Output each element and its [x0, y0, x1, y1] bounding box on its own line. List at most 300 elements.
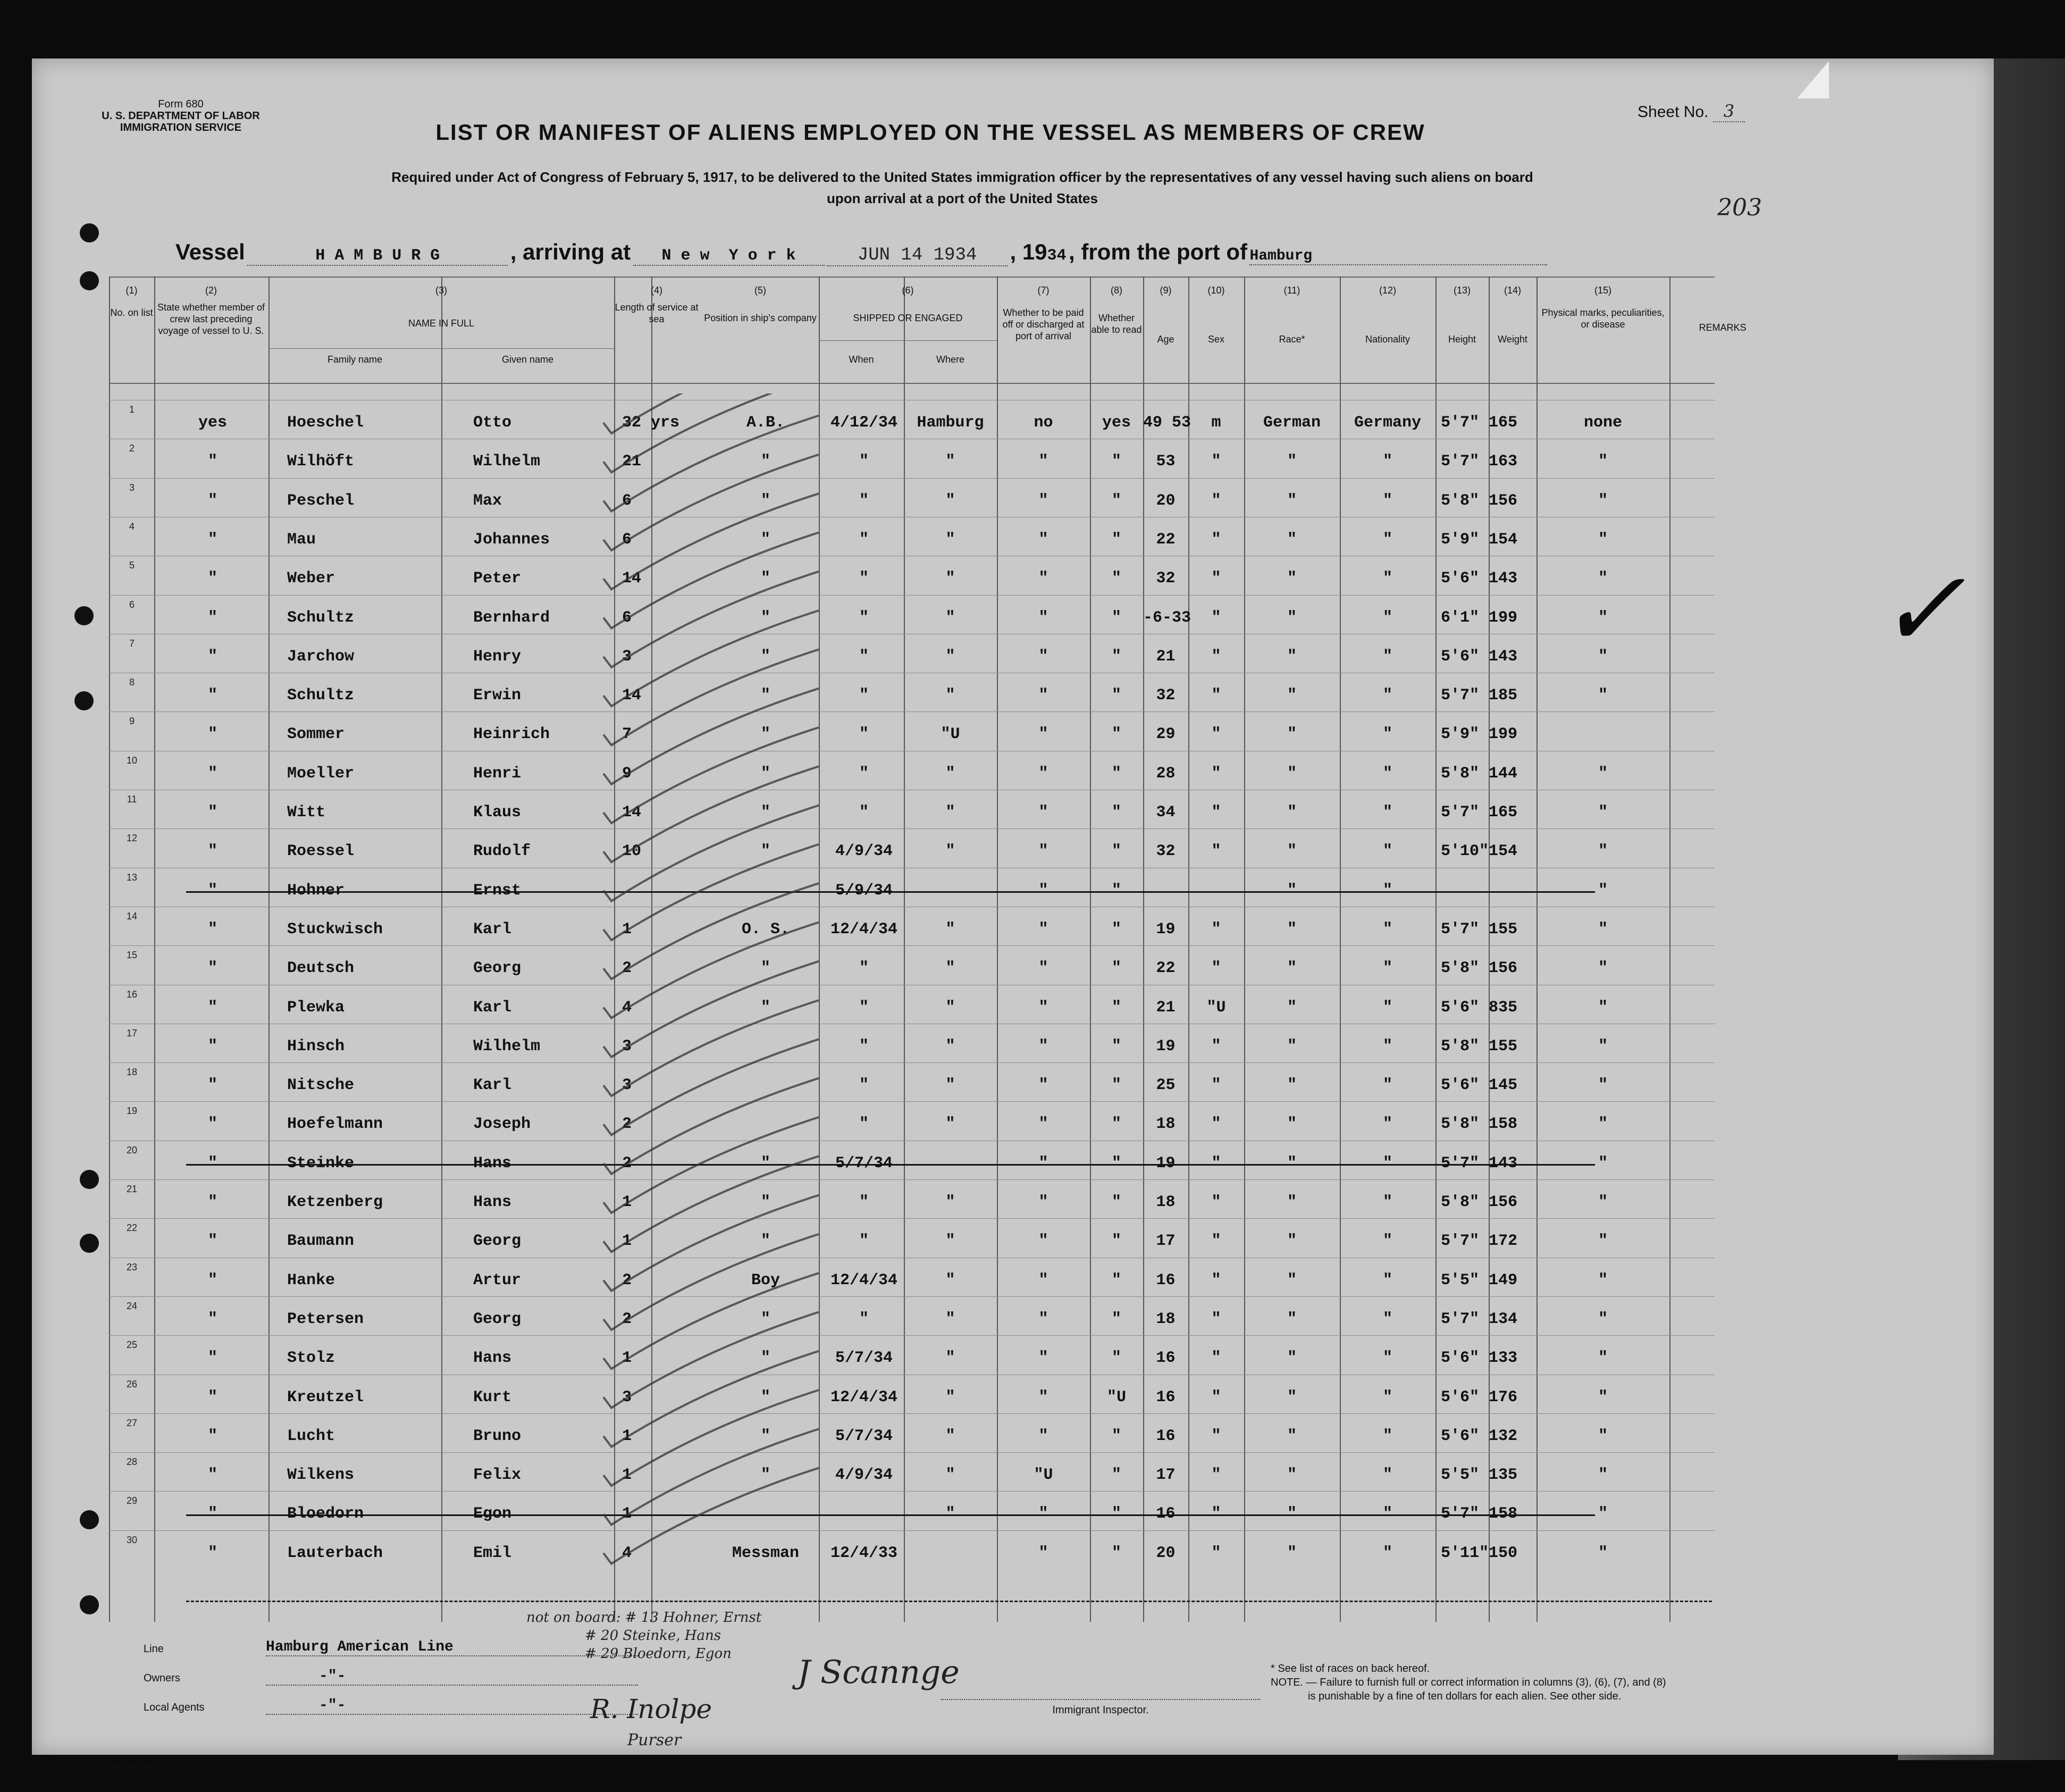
cell-marks: ": [1598, 1271, 1608, 1289]
cell-prev: ": [207, 1271, 217, 1289]
cell-race: ": [1287, 725, 1297, 744]
cell-paid: ": [1038, 1427, 1048, 1445]
cell-svc: 1: [622, 1466, 632, 1485]
cell-marks: ": [1598, 803, 1608, 822]
cell-paid: ": [1038, 1271, 1048, 1289]
row-number: 23: [126, 1261, 138, 1272]
where-header: Where: [936, 354, 964, 365]
col-9-header: [1143, 284, 1188, 345]
cell-age: 32: [1156, 842, 1176, 861]
row-number: 9: [129, 716, 135, 727]
cell-prev: ": [207, 725, 217, 744]
cell-paid: ": [1038, 647, 1048, 666]
cell-read: ": [1111, 725, 1121, 744]
cell-sex: ": [1211, 1505, 1221, 1523]
cell-given: Henry: [473, 647, 522, 666]
cell-race: ": [1287, 647, 1297, 666]
cell-wt: 145: [1489, 1076, 1518, 1095]
cell-given: Bernhard: [473, 608, 550, 627]
cell-where: ": [945, 647, 955, 666]
cell-race: ": [1287, 881, 1297, 900]
cell-nat: ": [1382, 803, 1392, 822]
cell-sex: ": [1211, 1349, 1221, 1368]
cell-sex: ": [1211, 842, 1221, 861]
cell-where: ": [945, 1310, 955, 1328]
cell-prev: ": [207, 608, 217, 627]
cell-marks: ": [1598, 453, 1608, 471]
cell-ht: 6'1": [1441, 608, 1480, 627]
cell-prev: yes: [198, 414, 227, 432]
cell-prev: ": [207, 570, 217, 588]
cell-nat: ": [1382, 920, 1392, 939]
cell-paid: ": [1038, 1154, 1048, 1173]
from-port-label: , from the port of: [1069, 239, 1247, 264]
cell-when: ": [859, 570, 869, 588]
purser-label: Purser: [627, 1731, 682, 1749]
pencil-check-marks: [595, 393, 861, 1579]
cell-read: ": [1111, 1154, 1121, 1173]
cell-given: Karl: [473, 1076, 512, 1095]
cell-age: 20: [1156, 491, 1176, 510]
cell-fam: Ketzenberg: [287, 1193, 383, 1211]
form-number: Form 680: [158, 98, 204, 110]
cell-age: 16: [1156, 1349, 1176, 1368]
col-8-header: [1090, 284, 1143, 336]
cell-nat: ": [1382, 647, 1392, 666]
cell-marks: ": [1598, 570, 1608, 588]
cell-age: 17: [1156, 1466, 1176, 1485]
cell-race: ": [1287, 1505, 1297, 1523]
cell-read: "U: [1106, 1388, 1126, 1406]
cell-read: ": [1111, 530, 1121, 549]
table-bottom-rule: [186, 1601, 1712, 1602]
table-top-border: [109, 277, 1715, 278]
vessel-label: Vessel: [175, 239, 245, 264]
cell-when: ": [859, 959, 869, 978]
cell-race: ": [1287, 1388, 1297, 1406]
cell-when: ": [859, 1115, 869, 1134]
cell-wt: 163: [1489, 453, 1518, 471]
page-mark: 203: [1717, 194, 1762, 221]
binder-hole: [80, 1595, 99, 1614]
cell-nat: ": [1382, 1466, 1392, 1485]
cell-paid: ": [1038, 764, 1048, 783]
cell-nat: ": [1382, 1154, 1392, 1173]
cell-marks: ": [1598, 1193, 1608, 1211]
cell-fam: Schultz: [287, 686, 355, 705]
cell-when: 4/12/34: [830, 414, 898, 432]
cell-sex: ": [1211, 1271, 1221, 1289]
cell-age: 34: [1156, 803, 1176, 822]
cell-race: ": [1287, 920, 1297, 939]
cell-wt: 199: [1489, 725, 1518, 744]
cell-prev: ": [207, 1310, 217, 1328]
cell-ht: 5'8": [1441, 1037, 1480, 1056]
cell-race: German: [1263, 414, 1321, 432]
cell-marks: ": [1598, 998, 1608, 1017]
cell-sex: ": [1211, 1193, 1221, 1211]
cell-pos: ": [760, 608, 770, 627]
cell-wt: 144: [1489, 764, 1518, 783]
cell-prev: ": [207, 1505, 217, 1523]
cell-where: ": [945, 1388, 955, 1406]
row-rule: [109, 1413, 1715, 1414]
row-number: 25: [126, 1339, 138, 1351]
cell-wt: 158: [1489, 1505, 1518, 1523]
cell-prev: ": [207, 1466, 217, 1485]
cell-paid: ": [1038, 570, 1048, 588]
cell-prev: ": [207, 530, 217, 549]
cell-prev: ": [207, 959, 217, 978]
cell-prev: ": [207, 1037, 217, 1056]
cell-age: 21: [1156, 647, 1176, 666]
department-name: U. S. DEPARTMENT OF LABOR: [102, 110, 260, 122]
cell-svc: 2: [622, 1154, 632, 1173]
cell-nat: ": [1382, 1271, 1392, 1289]
sheet-label: Sheet No.: [1638, 103, 1709, 121]
cell-fam: Roessel: [287, 842, 355, 861]
cell-pos: ": [760, 1466, 770, 1485]
cell-svc: 14: [622, 570, 642, 588]
cell-where: ": [945, 920, 955, 939]
cell-where: ": [945, 453, 955, 471]
cell-paid: ": [1038, 1544, 1048, 1562]
cell-wt: 135: [1489, 1466, 1518, 1485]
cell-given: Heinrich: [473, 725, 550, 744]
cell-pos: ": [760, 1232, 770, 1251]
cell-race: ": [1287, 1466, 1297, 1485]
col-4-label: Length of service at sea: [615, 302, 699, 324]
cell-wt: 165: [1489, 803, 1518, 822]
cell-ht: 5'10": [1441, 842, 1489, 861]
col-9-label: Age: [1157, 334, 1174, 345]
cell-svc: 6: [622, 491, 632, 510]
cell-fam: Peschel: [287, 491, 355, 510]
col-5-label: Position in ship's company: [704, 313, 817, 323]
cell-marks: ": [1598, 1037, 1608, 1056]
cell-svc: 1: [622, 920, 632, 939]
cell-where: ": [945, 608, 955, 627]
cell-when: 12/4/34: [830, 1388, 898, 1406]
row-number: 2: [129, 443, 135, 454]
cell-fam: Bloedorn: [287, 1505, 364, 1523]
cell-paid: ": [1038, 920, 1048, 939]
cell-wt: 155: [1489, 1037, 1518, 1056]
pencil-check: [603, 393, 819, 472]
row-number: 12: [126, 833, 138, 844]
fine-note-2: is punishable by a fine of ten dollars for each alien. See other side.: [1308, 1690, 1622, 1702]
cell-pos: ": [760, 1349, 770, 1368]
cell-age: 19: [1156, 1037, 1176, 1056]
cell-svc: 7: [622, 725, 632, 744]
cell-ht: 5'6": [1441, 1076, 1480, 1095]
cell-when: ": [859, 530, 869, 549]
cell-marks: ": [1598, 920, 1608, 939]
cell-fam: Kreutzel: [287, 1388, 364, 1406]
row-number: 24: [126, 1300, 138, 1311]
col-11-number: (11): [1283, 285, 1300, 296]
cell-svc: 4: [622, 1544, 632, 1562]
col-12-label: Nationality: [1365, 334, 1411, 345]
row-number: 15: [126, 950, 138, 961]
cell-ht: 5'8": [1441, 1115, 1480, 1134]
cell-marks: ": [1598, 959, 1608, 978]
cell-race: ": [1287, 1232, 1297, 1251]
cell-wt: 134: [1489, 1310, 1518, 1328]
inspector-signature: J Scannge: [798, 1654, 960, 1691]
cell-marks: ": [1598, 842, 1608, 861]
cell-prev: ": [207, 686, 217, 705]
cell-paid: ": [1038, 453, 1048, 471]
row-rule: [109, 1101, 1715, 1102]
cell-sex: ": [1211, 686, 1221, 705]
cell-pos: Messman: [732, 1544, 800, 1562]
arrival-year: 34: [1047, 247, 1067, 265]
cell-race: ": [1287, 1076, 1297, 1095]
cell-prev: ": [207, 491, 217, 510]
cell-paid: ": [1038, 1388, 1048, 1406]
line-value: Hamburg American Line: [266, 1639, 638, 1656]
cell-prev: ": [207, 647, 217, 666]
cell-fam: Lauterbach: [287, 1544, 383, 1562]
year-prefix: , 19: [1010, 239, 1047, 264]
cell-when: ": [859, 491, 869, 510]
cell-age: 18: [1156, 1115, 1176, 1134]
vessel-line: [175, 239, 1547, 266]
cell-nat: ": [1382, 1037, 1392, 1056]
cell-when: 4/9/34: [835, 1466, 893, 1485]
row-rule: [109, 828, 1715, 829]
cell-race: ": [1287, 686, 1297, 705]
cell-nat: ": [1382, 842, 1392, 861]
cell-when: ": [859, 686, 869, 705]
cell-paid: ": [1038, 1076, 1048, 1095]
cell-nat: ": [1382, 491, 1392, 510]
cell-marks: none: [1583, 414, 1622, 432]
cell-read: ": [1111, 570, 1121, 588]
cell-race: ": [1287, 842, 1297, 861]
row-rule: [109, 1218, 1715, 1219]
cell-svc: 3: [622, 1037, 632, 1056]
cell-ht: 5'6": [1441, 647, 1480, 666]
row-number: 29: [126, 1495, 138, 1506]
col-4-header: [614, 284, 699, 325]
cell-given: Hans: [473, 1193, 512, 1211]
col-1-header: [109, 284, 154, 319]
cell-ht: 5'6": [1441, 1427, 1480, 1445]
cell-marks: ": [1598, 1505, 1608, 1523]
cell-age: 25: [1156, 1076, 1176, 1095]
cell-sex: ": [1211, 1427, 1221, 1445]
cell-age: 18: [1156, 1310, 1176, 1328]
form-code-right: Sch 571: [1728, 1760, 1759, 1769]
col-14-header: [1489, 284, 1537, 345]
cell-ht: 5'7": [1441, 414, 1480, 432]
cell-when: 12/4/34: [830, 920, 898, 939]
cell-where: ": [945, 998, 955, 1017]
cell-wt: 165: [1489, 414, 1518, 432]
cell-read: ": [1111, 491, 1121, 510]
cell-ht: 5'9": [1441, 725, 1480, 744]
cell-ht: 5'9": [1441, 530, 1480, 549]
agents-value: -"-: [266, 1697, 638, 1715]
cell-where: ": [945, 1271, 955, 1289]
cell-given: Otto: [473, 414, 512, 432]
cell-pos: ": [760, 842, 770, 861]
cell-age: 20: [1156, 1544, 1176, 1562]
col-5-header: [702, 284, 819, 324]
cell-age: 49 53: [1143, 414, 1191, 432]
cell-pos: ": [760, 570, 770, 588]
col-12-header: [1340, 284, 1436, 345]
row-number: 11: [127, 794, 137, 805]
cell-prev: ": [207, 920, 217, 939]
row-rule: [109, 1491, 1715, 1492]
name-subheader-border: [268, 348, 614, 349]
cell-wt: 154: [1489, 842, 1518, 861]
cell-paid: ": [1038, 1037, 1048, 1056]
cell-paid: no: [1034, 414, 1053, 432]
cell-age: 22: [1156, 530, 1176, 549]
cell-pos: ": [760, 803, 770, 822]
cell-ht: 5'11": [1441, 1544, 1489, 1562]
cell-wt: 133: [1489, 1349, 1518, 1368]
owners-label: Owners: [144, 1672, 180, 1684]
cell-svc: 9: [622, 764, 632, 783]
cell-given: Wilhelm: [473, 1037, 541, 1056]
cell-where: ": [945, 959, 955, 978]
row-rule: [109, 1335, 1715, 1336]
cell-wt: 156: [1489, 491, 1518, 510]
col-7-number: (7): [1037, 285, 1050, 296]
cell-race: ": [1287, 803, 1297, 822]
cell-paid: ": [1038, 1193, 1048, 1211]
cell-marks: ": [1598, 530, 1608, 549]
cell-fam: Stolz: [287, 1349, 335, 1368]
row-number: 26: [126, 1378, 138, 1389]
cell-ht: 5'6": [1441, 570, 1480, 588]
cell-wt: 156: [1489, 959, 1518, 978]
cell-marks: ": [1598, 1427, 1608, 1445]
cell-given: Johannes: [473, 530, 550, 549]
col-8-number: (8): [1111, 285, 1122, 296]
cell-svc: 1: [622, 1232, 632, 1251]
line-label: Line: [144, 1643, 164, 1655]
row-rule: [109, 711, 1715, 712]
cell-read: ": [1111, 803, 1121, 822]
cell-prev: ": [207, 842, 217, 861]
cell-wt: 143: [1489, 1154, 1518, 1173]
cell-when: 12/4/34: [830, 1271, 898, 1289]
cell-read: ": [1111, 881, 1121, 900]
cell-read: ": [1111, 1037, 1121, 1056]
row-number: 21: [126, 1184, 138, 1194]
binder-hole: [74, 691, 94, 710]
cell-read: ": [1111, 1349, 1121, 1368]
col-5-number: (5): [754, 285, 766, 296]
cell-ht: 5'7": [1441, 1505, 1480, 1523]
cell-ht: 5'7": [1441, 920, 1480, 939]
cell-read: ": [1111, 1193, 1121, 1211]
cell-age: 19: [1156, 920, 1176, 939]
col-11-header: [1244, 284, 1340, 345]
cell-given: Hans: [473, 1349, 512, 1368]
cell-svc: 1: [622, 1427, 632, 1445]
cell-sex: ": [1211, 608, 1221, 627]
form-title: LIST OR MANIFEST OF ALIENS EMPLOYED ON THE VESSEL AS MEMBERS OF CREW: [435, 120, 1425, 145]
cell-when: ": [859, 1193, 869, 1211]
cell-svc: 2: [622, 959, 632, 978]
cell-wt: 158: [1489, 1115, 1518, 1134]
cell-svc: 14: [622, 803, 642, 822]
cell-marks: ": [1598, 1349, 1608, 1368]
col-14-number: (14): [1504, 285, 1521, 296]
cell-fam: Steinke: [287, 1154, 355, 1173]
arrival-port: N e w Y o r k: [633, 247, 825, 266]
col-3-number: (3): [435, 285, 447, 296]
col-9-number: (9): [1160, 285, 1172, 296]
cell-sex: ": [1211, 1076, 1221, 1095]
cell-age: 16: [1156, 1271, 1176, 1289]
row-rule: [109, 1452, 1715, 1453]
cell-paid: ": [1038, 608, 1048, 627]
cell-svc: 10: [622, 842, 642, 861]
cell-when: 12/4/33: [830, 1544, 898, 1562]
form-subtitle-1: Required under Act of Congress of February 5, 1917, to be delivered to the United States immigration officer by the representatives of any vessel having such aliens on board: [391, 169, 1533, 185]
col-13-number: (13): [1453, 285, 1471, 296]
col-13-label: Height: [1448, 334, 1476, 345]
cell-when: 5/7/34: [835, 1349, 893, 1368]
cell-race: ": [1287, 959, 1297, 978]
cell-svc: 2: [622, 1115, 632, 1134]
cell-pos: O. S.: [741, 920, 790, 939]
cell-sex: ": [1211, 570, 1221, 588]
cell-age: -6-33: [1143, 608, 1191, 627]
cell-prev: ": [207, 1349, 217, 1368]
col-11-label: Race*: [1279, 334, 1305, 345]
cell-nat: ": [1382, 570, 1392, 588]
owners-value: -"-: [266, 1668, 638, 1686]
cell-wt: 172: [1489, 1232, 1518, 1251]
col-14-label: Weight: [1498, 334, 1527, 345]
cell-race: ": [1287, 1310, 1297, 1328]
cell-fam: Witt: [287, 803, 326, 822]
cell-svc: 4: [622, 998, 632, 1017]
row-number: 27: [126, 1417, 138, 1428]
cell-pos: ": [760, 530, 770, 549]
cell-prev: ": [207, 1427, 217, 1445]
arrival-date-stamp: JUN 14 1934: [827, 245, 1008, 266]
cell-svc: 14: [622, 686, 642, 705]
cell-pos: ": [760, 1388, 770, 1406]
cell-fam: Lucht: [287, 1427, 335, 1445]
cell-sex: m: [1211, 414, 1221, 432]
row-number: 8: [129, 677, 135, 688]
cell-paid: ": [1038, 491, 1048, 510]
binder-hole: [80, 1234, 99, 1253]
cell-marks: ": [1598, 1310, 1608, 1328]
cell-sex: ": [1211, 647, 1221, 666]
row-number: 28: [126, 1456, 138, 1468]
cell-fam: Schultz: [287, 608, 355, 627]
cell-wt: 143: [1489, 570, 1518, 588]
row-rule: [109, 1296, 1715, 1297]
cell-given: Rudolf: [473, 842, 531, 861]
when-header: When: [849, 354, 874, 365]
cell-fam: Sommer: [287, 725, 345, 744]
cell-pos: ": [760, 1310, 770, 1328]
cell-svc: 2: [622, 1271, 632, 1289]
